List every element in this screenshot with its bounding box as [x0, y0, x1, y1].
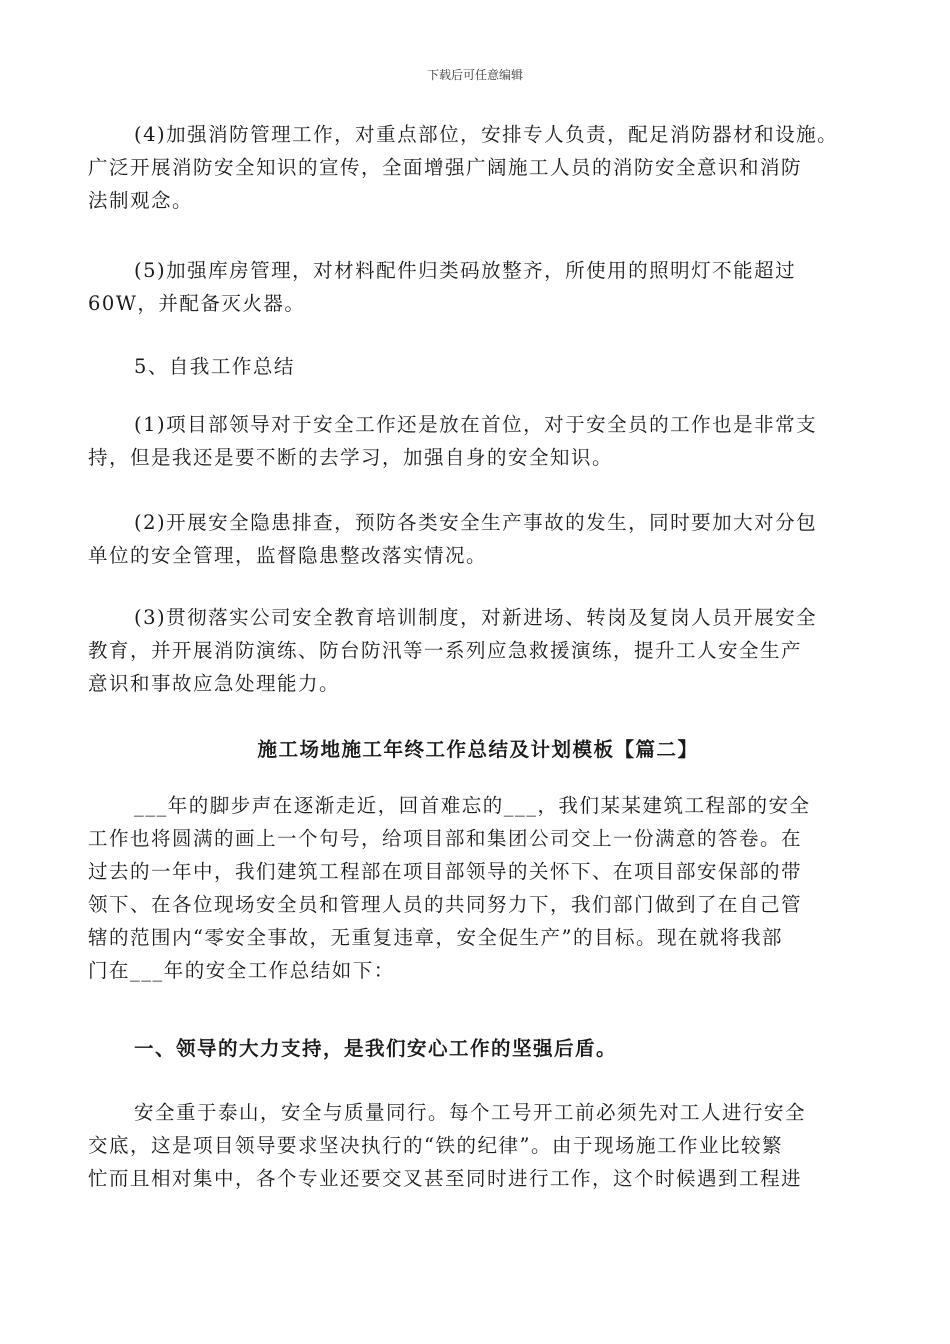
paragraph-self-summary-heading — [88, 350, 868, 383]
text-line: 交底，这是项目领导要求坚决执行的“铁的纪律”。由于现场施工作业比较繁 — [88, 1134, 783, 1157]
paragraph-fire-management — [88, 118, 868, 217]
text-line: (4)加强消防管理工作，对重点部位，安排专人负责，配足消防器材和设施。 — [134, 123, 839, 146]
paragraph-hazard-inspection — [88, 506, 868, 572]
text-line: 安全重于泰山，安全与质量同行。每个工号开工前必须先对工人进行安全 — [134, 1101, 807, 1124]
text-line: 领下、在各位现场安全员和管理人员的共同努力下，我们部门做到了在自己管 — [88, 893, 803, 916]
subheading: 一、领导的大力支持，是我们安心工作的坚强后盾。 — [134, 1037, 618, 1060]
text-line: 单位的安全管理，监督隐患整改落实情况。 — [88, 544, 488, 567]
text-line: 法制观念。 — [88, 189, 194, 212]
text-line: (5)加强库房管理，对材料配件归类码放整齐，所使用的照明灯不能超过 — [134, 259, 797, 282]
text-line: 持，但是我还是要不断的去学习，加强自身的安全知识。 — [88, 446, 614, 469]
paragraph-safety-first — [88, 1096, 868, 1195]
paragraph-intro — [88, 789, 868, 987]
text-line: 忙而且相对集中，各个专业还要交叉甚至同时进行工作，这个时候遇到工程进 — [88, 1167, 803, 1190]
text-line: (3)贯彻落实公司安全教育培训制度，对新进场、转岗及复岗人员开展安全 — [134, 606, 818, 629]
text-line: 门在___年的安全工作总结如下： — [88, 959, 395, 982]
text-line: 广泛开展消防安全知识的宣传，全面增强广阔施工人员的消防安全意识和消防 — [88, 156, 803, 179]
text-line: 工作也将圆满的画上一个句号，给项目部和集团公司交上一份满意的答卷。在 — [88, 827, 803, 850]
paragraph-safety-education — [88, 601, 868, 700]
paragraph-leadership-support — [88, 408, 868, 474]
paragraph-warehouse-management — [88, 254, 868, 320]
section-title: 施工场地施工年终工作总结及计划模板【篇二】 — [257, 738, 699, 761]
text-line: (1)项目部领导对于安全工作还是放在首位，对于安全员的工作也是非常支 — [134, 413, 818, 436]
text-line: ___年的脚步声在逐渐走近，回首难忘的___，我们某某建筑工程部的安全 — [134, 794, 811, 817]
text-line: 教育，并开展消防演练、防台防汛等一系列应急救援演练，提升工人安全生产 — [88, 639, 803, 662]
page-header: 下载后可任意编辑 — [426, 68, 523, 82]
text-line: 5、自我工作总结 — [134, 355, 295, 378]
text-line: 辖的范围内“零安全事故，无重复违章，安全促生产”的目标。现在就将我部 — [88, 926, 783, 949]
text-line: 过去的一年中，我们建筑工程部在项目部领导的关怀下、在项目部安保部的带 — [88, 860, 803, 883]
text-line: 意识和事故应急处理能力。 — [88, 672, 341, 695]
text-line: (2)开展安全隐患排查，预防各类安全生产事故的发生，同时要加大对分包 — [134, 511, 818, 534]
text-line: 60W，并配备灭火器。 — [88, 292, 306, 315]
